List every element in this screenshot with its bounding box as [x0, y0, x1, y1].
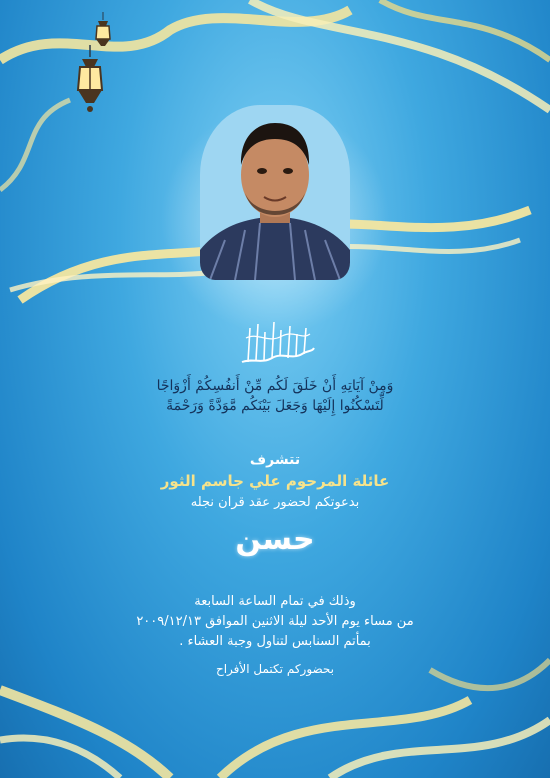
honor-text: تتشرف	[249, 452, 301, 468]
verse-line-1: وَمِنْ آيَاتِهِ أَنْ خَلَقَ لَكُم مِّنْ أَنفُسِكُمْ أَزْوَاجًا	[156, 378, 394, 394]
lantern-icon	[92, 12, 114, 54]
details-line-1: وذلك في تمام الساعة السابعة	[194, 594, 356, 609]
invite-text: بدعوتكم لحضور عقد قران نجله	[190, 495, 360, 510]
closing-text: بحضوركم تكتمل الأفراح	[215, 662, 335, 676]
details-line-3: بمأتم السنابس لتناول وجبة العشاء .	[179, 634, 371, 649]
lantern-icon	[70, 45, 110, 120]
basmala-calligraphy	[238, 318, 316, 370]
groom-photo	[200, 105, 350, 280]
verse-line-2: لِّتَسْكُنُوا إِلَيْهَا وَجَعَلَ بَيْنَكُم مَّوَدَّةً وَرَحْمَةً	[166, 398, 384, 414]
groom-name: حسن	[235, 522, 315, 557]
event-details	[0, 592, 550, 652]
family-name: عائلة المرحوم علي جاسم الثور	[160, 472, 390, 490]
quran-verse	[0, 376, 550, 416]
details-line-2: من مساء يوم الأحد ليلة الاثنين الموافق ٢٠٠٩/١٢/١٣	[136, 614, 414, 629]
